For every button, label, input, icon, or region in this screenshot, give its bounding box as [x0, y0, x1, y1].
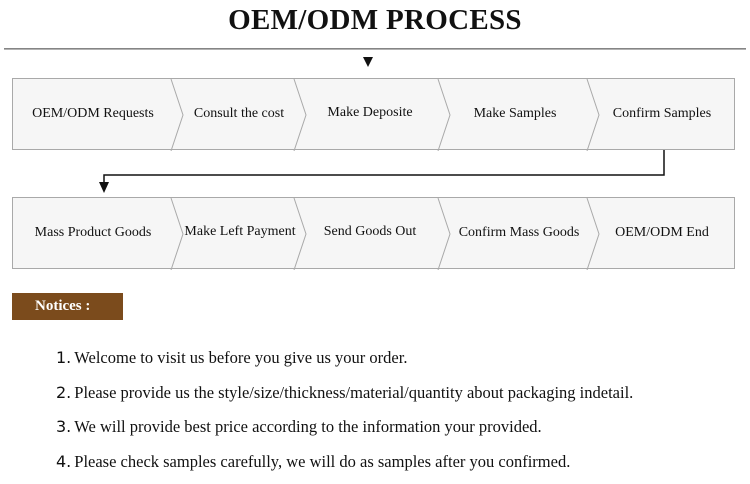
- process-row-2: [12, 197, 735, 269]
- process-step: Confirm Samples: [612, 106, 712, 121]
- notice-number: 4.: [56, 452, 72, 471]
- process-step: Make Samples: [473, 106, 557, 121]
- process-step: Make Deposite: [327, 105, 413, 120]
- notice-text: Please check samples carefully, we will do as samples after you confirmed.: [74, 452, 571, 471]
- notice-number: 2.: [56, 383, 72, 402]
- page-title: OEM/ODM PROCESS: [228, 4, 522, 36]
- notice-item: [56, 452, 570, 472]
- process-step: OEM/ODM End: [615, 225, 709, 240]
- process-step: Send Goods Out: [323, 224, 417, 239]
- process-step: Mass Product Goods: [34, 225, 152, 240]
- notice-number: 3.: [56, 417, 72, 436]
- notice-text: We will provide best price according to the information your provided.: [74, 417, 542, 436]
- notice-item: [56, 348, 407, 368]
- process-step: OEM/ODM Requests: [32, 106, 154, 121]
- notice-text: Welcome to visit us before you give us your order.: [74, 348, 408, 367]
- notice-item: [56, 383, 633, 403]
- arrow-down-icon: [99, 182, 109, 193]
- notice-text: Please provide us the style/size/thickness/material/quantity about packaging indetail.: [74, 383, 634, 402]
- notices-heading: Notices :: [12, 293, 123, 320]
- process-step: Consult the cost: [193, 106, 285, 121]
- process-step: Confirm Mass Goods: [458, 225, 580, 240]
- process-step: Make Left Payment: [184, 224, 296, 239]
- notice-number: 1.: [56, 348, 72, 367]
- notice-item: [56, 417, 542, 437]
